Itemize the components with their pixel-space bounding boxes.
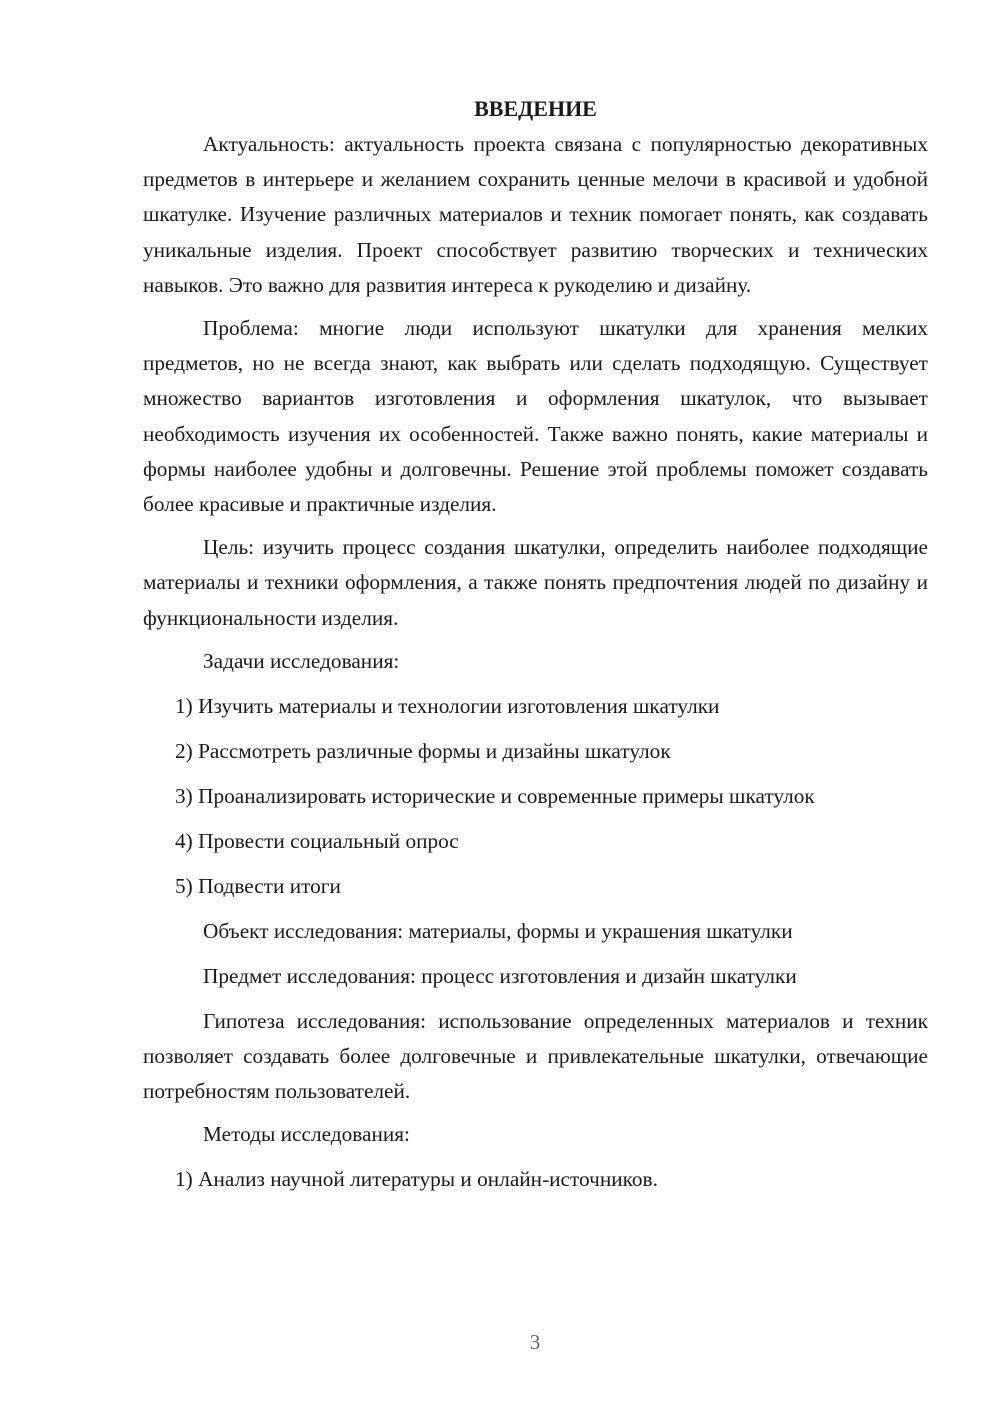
page-content: [143, 91, 928, 1207]
research-subject: Предмет исследования: процесс изготовления и дизайн шкатулки: [203, 963, 797, 988]
task-item-5: 5) Подвести итоги: [175, 873, 341, 898]
task-item-4: 4) Провести социальный опрос: [175, 828, 459, 853]
task-item-3: 3) Проанализировать исторические и современные примеры шкатулок: [175, 783, 815, 808]
task-item-1: 1) Изучить материалы и технологии изготовления шкатулки: [175, 693, 720, 718]
hypothesis-paragraph: Гипотеза исследования: использование определенных материалов и техник позволяет создавать более долговечные и привлекательные шкатулки, отвечающие потребностям пользователей.: [143, 1008, 928, 1104]
methods-label: Методы исследования:: [203, 1122, 410, 1147]
goal-paragraph: Цель: изучить процесс создания шкатулки, определить наиболее подходящие материалы и техники оформления, а также понять предпочтения людей по дизайну и функциональности изделия.: [143, 535, 928, 630]
page-number: 3: [529, 1330, 541, 1354]
relevance-paragraph: Актуальность: актуальность проекта связана с популярностью декоративных предметов в интерьере и желанием сохранить ценные мелочи в красивой и удобной шкатулке. Изучение различных материалов и техник помогает понять, как создавать уникальные изделия. Проект способствует развитию творческих и технических навыков. Это важно для развития интереса к рукоделию и дизайну.: [143, 132, 928, 297]
tasks-label: Задачи исследования:: [203, 648, 400, 673]
method-item-1: 1) Анализ научной литературы и онлайн-источников.: [175, 1167, 658, 1192]
problem-paragraph: Проблема: многие люди используют шкатулки для хранения мелких предметов, но не всегда знают, как выбрать или сделать подходящую. Существует множество вариантов изготовления и оформления шкатулок, что вызывает необходимость изучения их особенностей. Также важно понять, какие материалы и формы наиболее удобны и долговечны. Решение этой проблемы поможет создавать более красивые и практичные изделия.: [143, 316, 928, 517]
research-object: Объект исследования: материалы, формы и украшения шкатулки: [203, 918, 793, 943]
section-heading: ВВЕДЕНИЕ: [474, 96, 597, 121]
task-item-2: 2) Рассмотреть различные формы и дизайны шкатулок: [175, 738, 671, 763]
